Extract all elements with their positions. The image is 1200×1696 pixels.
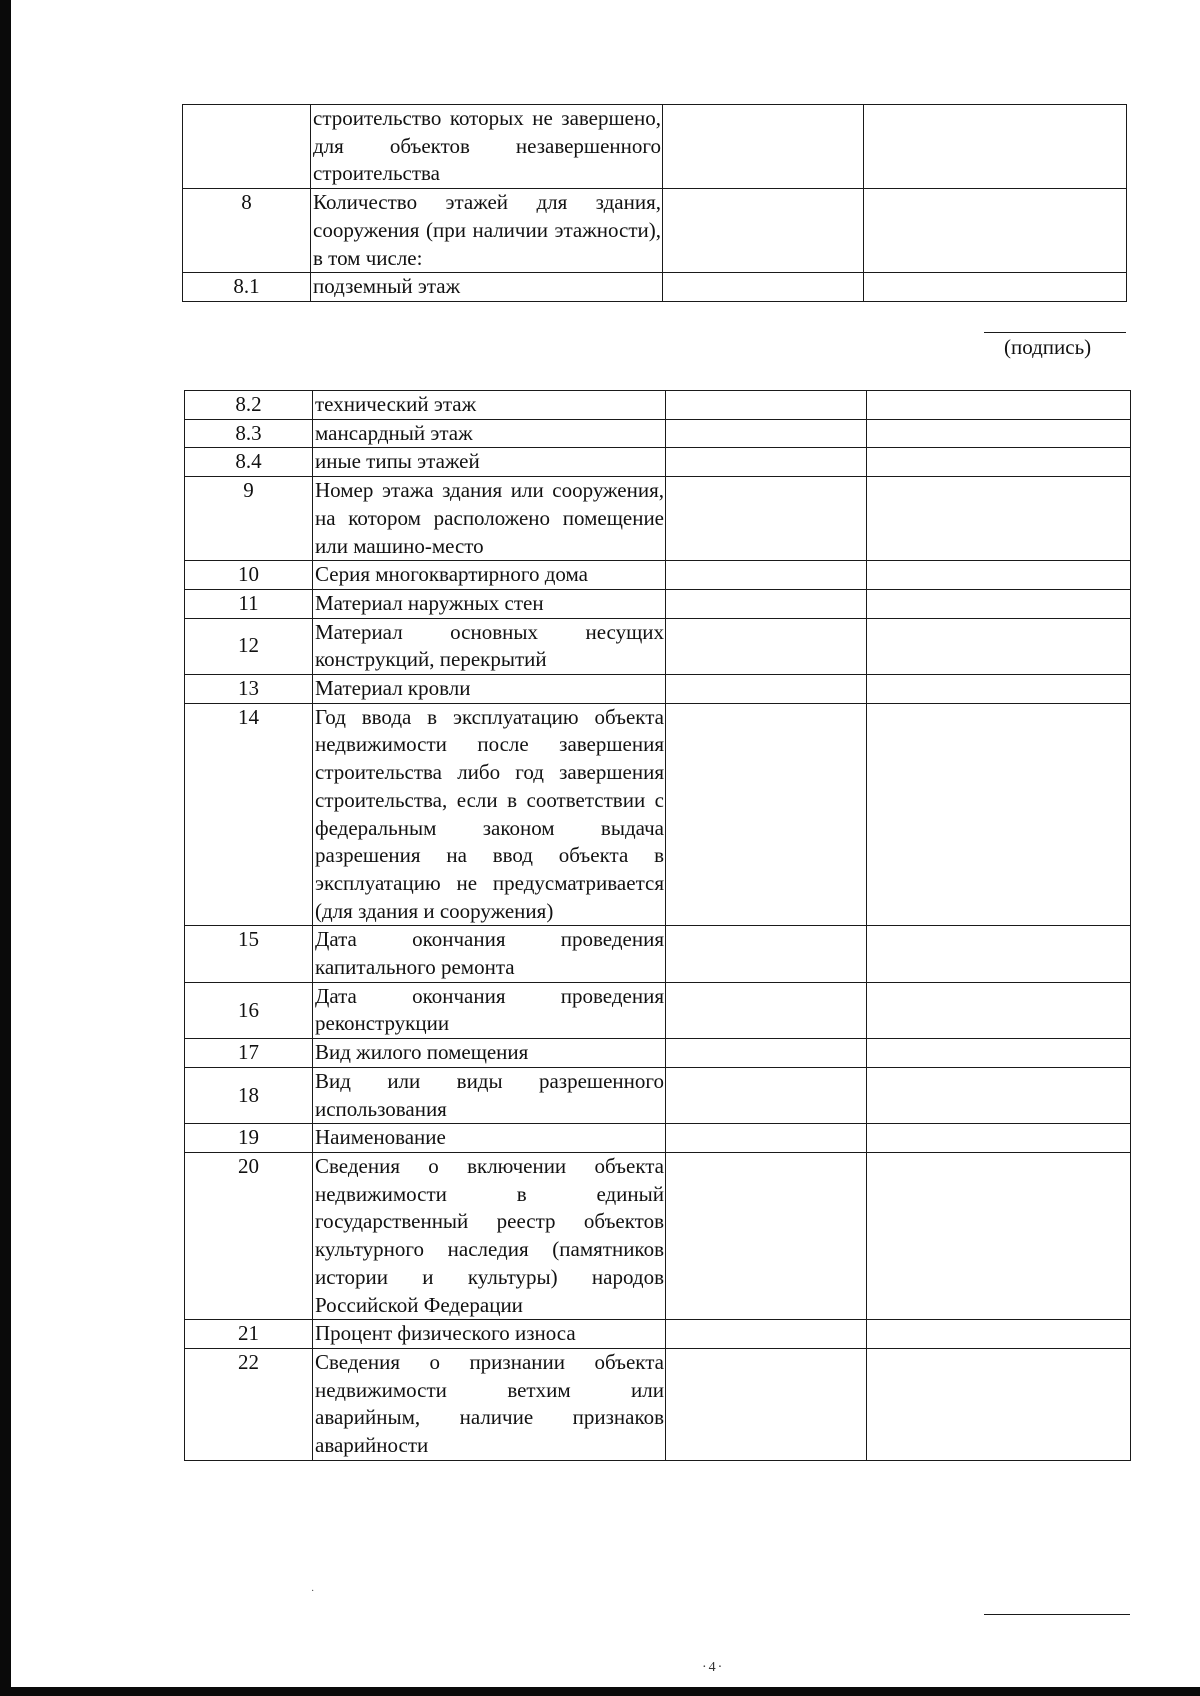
row-label: Номер этажа здания или сооружения, на котором расположено помещение или машино-место — [313, 477, 666, 561]
table-row — [183, 189, 1127, 273]
signature-line — [984, 332, 1126, 333]
scan-speck: · — [311, 1586, 315, 1597]
note-cell[interactable] — [867, 1124, 1131, 1153]
row-label: Дата окончания проведения капитального ремонта — [313, 926, 666, 982]
note-cell[interactable] — [867, 419, 1131, 448]
table-row — [185, 477, 1131, 561]
value-cell[interactable] — [666, 703, 867, 926]
note-cell[interactable] — [867, 391, 1131, 420]
value-cell[interactable] — [666, 675, 867, 704]
note-cell[interactable] — [867, 703, 1131, 926]
table-row — [185, 675, 1131, 704]
value-cell[interactable] — [666, 1320, 867, 1349]
row-number: 14 — [185, 703, 313, 926]
page-number-mark: ·4· — [702, 1660, 725, 1675]
table-row — [185, 1067, 1131, 1123]
note-cell[interactable] — [864, 105, 1127, 189]
table-row — [185, 1124, 1131, 1153]
row-number — [183, 105, 311, 189]
row-label: Вид или виды разрешенного использования — [313, 1067, 666, 1123]
table-row — [183, 105, 1127, 189]
value-cell[interactable] — [666, 1067, 867, 1123]
table-row — [185, 982, 1131, 1038]
value-cell[interactable] — [666, 982, 867, 1038]
table-row — [185, 703, 1131, 926]
row-number: 8.1 — [183, 273, 311, 302]
scan-bottom-edge — [0, 1687, 1200, 1696]
row-label: Год ввода в эксплуатацию объекта недвижимости после завершения строительства либо год завершения строительства, если в соответствии с федеральным законом выдача разрешения на ввод объекта в эксплуатацию не предусматривается (для здания и сооружения) — [313, 703, 666, 926]
row-number: 21 — [185, 1320, 313, 1349]
table-row — [185, 448, 1131, 477]
table-row — [183, 273, 1127, 302]
row-number: 16 — [185, 982, 313, 1038]
note-cell[interactable] — [867, 1152, 1131, 1319]
row-label: строительство которых не завершено, для объектов незавершенного строительства — [311, 105, 663, 189]
row-number: 8 — [183, 189, 311, 273]
value-cell[interactable] — [663, 189, 864, 273]
row-number: 18 — [185, 1067, 313, 1123]
row-number: 22 — [185, 1348, 313, 1460]
row-label: мансардный этаж — [313, 419, 666, 448]
note-cell[interactable] — [867, 448, 1131, 477]
note-cell[interactable] — [867, 1067, 1131, 1123]
scan-left-edge — [0, 0, 11, 1696]
row-label: подземный этаж — [311, 273, 663, 302]
form-table-top — [182, 104, 1127, 302]
value-cell[interactable] — [666, 926, 867, 982]
row-label: Материал наружных стен — [313, 589, 666, 618]
row-label: Сведения о признании объекта недвижимости ветхим или аварийным, наличие признаков аварийности — [313, 1348, 666, 1460]
note-cell[interactable] — [867, 1320, 1131, 1349]
row-number: 8.4 — [185, 448, 313, 477]
table-row — [185, 1152, 1131, 1319]
note-cell[interactable] — [867, 589, 1131, 618]
note-cell[interactable] — [867, 618, 1131, 674]
note-cell[interactable] — [867, 982, 1131, 1038]
row-label: Дата окончания проведения реконструкции — [313, 982, 666, 1038]
note-cell[interactable] — [867, 926, 1131, 982]
value-cell[interactable] — [666, 561, 867, 590]
signature-label: (подпись) — [1004, 335, 1092, 359]
note-cell[interactable] — [864, 189, 1127, 273]
value-cell[interactable] — [666, 1348, 867, 1460]
form-table-main — [184, 390, 1131, 1461]
value-cell[interactable] — [666, 477, 867, 561]
row-number: 19 — [185, 1124, 313, 1153]
row-number: 15 — [185, 926, 313, 982]
row-label: Материал основных несущих конструкций, перекрытий — [313, 618, 666, 674]
value-cell[interactable] — [666, 1152, 867, 1319]
value-cell[interactable] — [666, 589, 867, 618]
row-label: Наименование — [313, 1124, 666, 1153]
table-row — [185, 589, 1131, 618]
row-label: Материал кровли — [313, 675, 666, 704]
row-label: иные типы этажей — [313, 448, 666, 477]
row-number: 9 — [185, 477, 313, 561]
value-cell[interactable] — [666, 1124, 867, 1153]
row-number: 17 — [185, 1039, 313, 1068]
row-number: 11 — [185, 589, 313, 618]
row-number: 20 — [185, 1152, 313, 1319]
row-number: 8.3 — [185, 419, 313, 448]
table-row — [185, 926, 1131, 982]
row-number: 13 — [185, 675, 313, 704]
value-cell[interactable] — [666, 391, 867, 420]
note-cell[interactable] — [864, 273, 1127, 302]
table-row — [185, 618, 1131, 674]
row-number: 8.2 — [185, 391, 313, 420]
row-label: Сведения о включении объекта недвижимости в единый государственный реестр объектов культурного наследия (памятников истории и культуры) народов Российской Федерации — [313, 1152, 666, 1319]
value-cell[interactable] — [666, 448, 867, 477]
value-cell[interactable] — [666, 1039, 867, 1068]
row-label: Процент физического износа — [313, 1320, 666, 1349]
row-label: Вид жилого помещения — [313, 1039, 666, 1068]
table-row — [185, 561, 1131, 590]
row-label: Количество этажей для здания, сооружения (при наличии этажности), в том числе: — [311, 189, 663, 273]
row-label: технический этаж — [313, 391, 666, 420]
row-number: 12 — [185, 618, 313, 674]
value-cell[interactable] — [666, 618, 867, 674]
signature-line-bottom — [984, 1614, 1130, 1615]
value-cell[interactable] — [666, 419, 867, 448]
row-label: Серия многоквартирного дома — [313, 561, 666, 590]
table-row — [185, 419, 1131, 448]
note-cell[interactable] — [867, 1039, 1131, 1068]
value-cell[interactable] — [663, 105, 864, 189]
table-row — [185, 1039, 1131, 1068]
value-cell[interactable] — [663, 273, 864, 302]
table-row — [185, 391, 1131, 420]
note-cell[interactable] — [867, 477, 1131, 561]
row-number: 10 — [185, 561, 313, 590]
note-cell[interactable] — [867, 675, 1131, 704]
table-row — [185, 1348, 1131, 1460]
note-cell[interactable] — [867, 1348, 1131, 1460]
table-row — [185, 1320, 1131, 1349]
note-cell[interactable] — [867, 561, 1131, 590]
